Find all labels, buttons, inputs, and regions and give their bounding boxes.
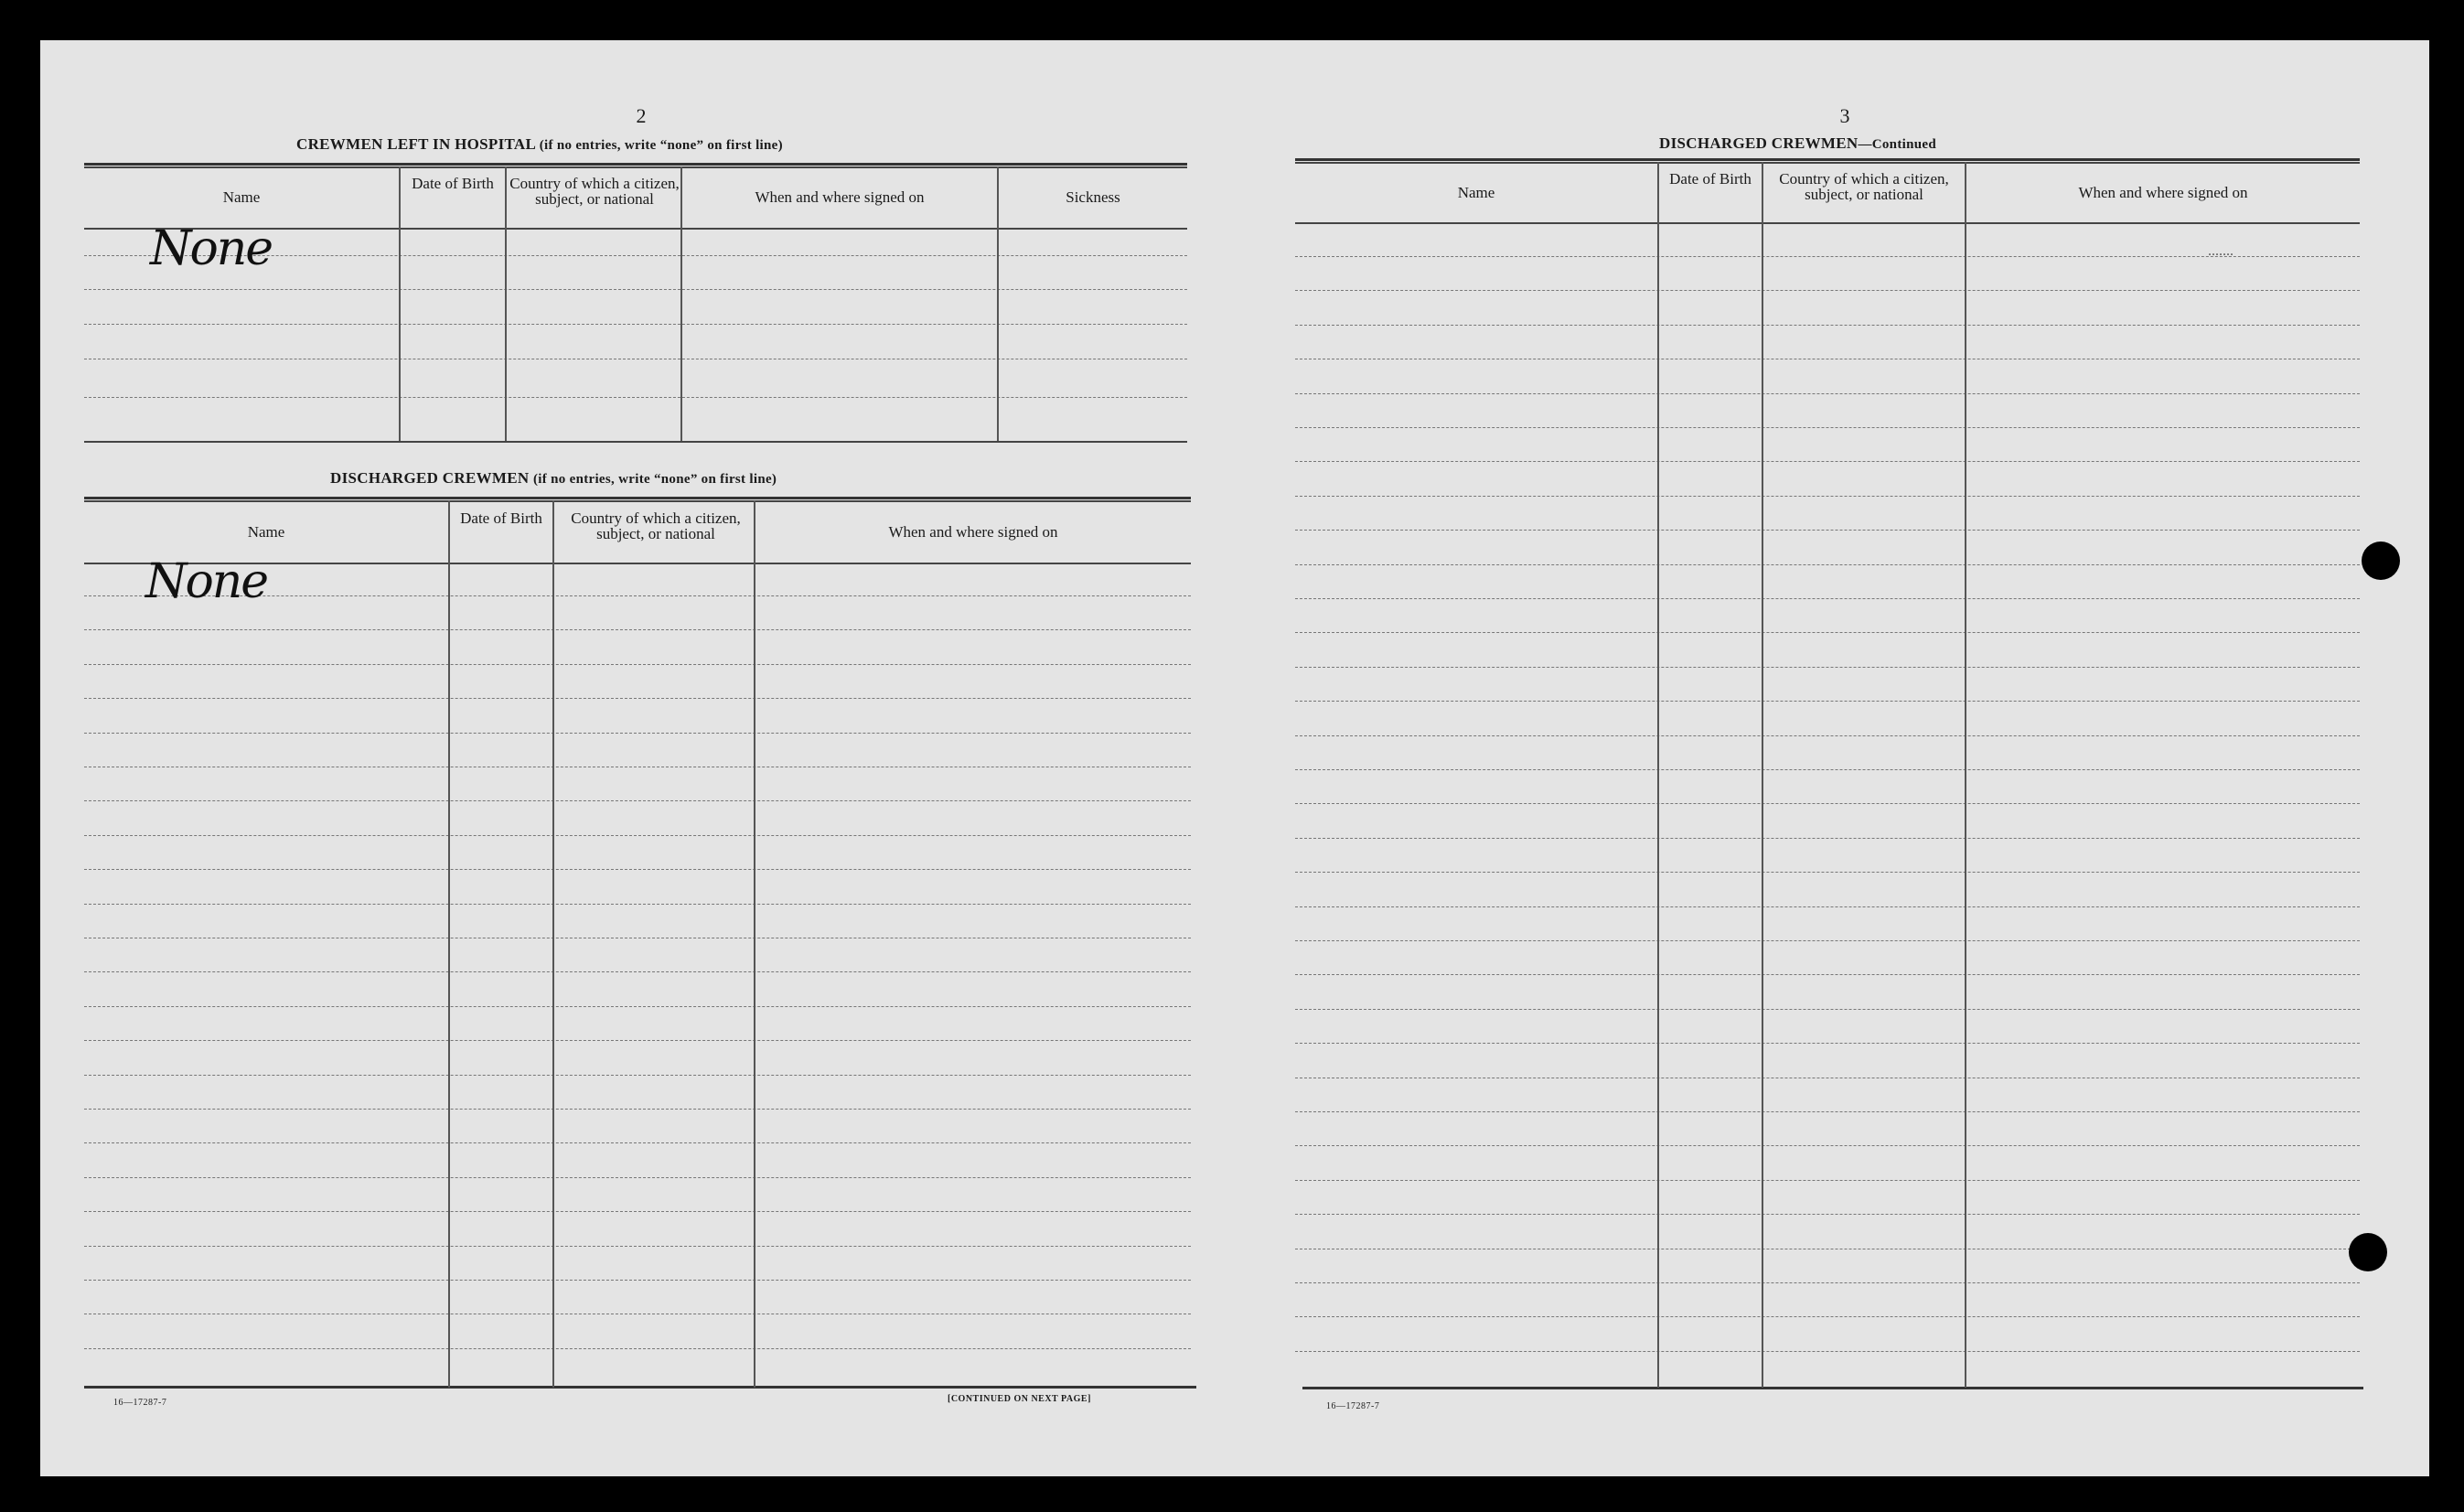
ruled-line <box>1295 1180 2360 1181</box>
ruled-line <box>1295 769 2360 770</box>
ruled-line <box>1295 290 2360 291</box>
ruled-line <box>84 1246 1191 1247</box>
ruled-line <box>1295 838 2360 839</box>
ruled-line <box>84 971 1191 972</box>
ruled-line <box>84 1075 1191 1076</box>
ruled-line <box>1295 667 2360 668</box>
discharged-col-dob: Date of Birth <box>460 509 542 527</box>
ruled-line <box>84 835 1191 836</box>
right-title-text: DISCHARGED CREWMEN <box>1659 134 1859 152</box>
discharged-col-name: Name <box>247 523 285 541</box>
ruled-line <box>84 664 1191 665</box>
hospital-handwritten-entry: None <box>150 221 273 276</box>
ruled-line <box>84 1006 1191 1007</box>
right-title-suffix: —Continued <box>1858 137 1936 152</box>
ruled-line <box>1295 1145 2360 1146</box>
hospital-col-name: Name <box>222 188 261 206</box>
discharged-instruction: (if no entries, write “none” on first line) <box>533 472 777 487</box>
ruled-line <box>1295 1111 2360 1112</box>
ruled-line <box>84 1211 1191 1212</box>
right-col-country: Country of which a citizen, subject, or national <box>1779 170 1949 203</box>
discharged-continued-title <box>1659 134 1936 153</box>
ruled-line <box>84 1348 1191 1349</box>
ruled-line <box>1295 461 2360 462</box>
hospital-instruction: (if no entries, write “none” on first line) <box>539 138 783 153</box>
faint-pencil-mark: ....... <box>2208 243 2234 259</box>
page-number-right: 3 <box>1839 104 1850 127</box>
form-number-right: 16—17287-7 <box>1326 1401 1380 1411</box>
ruled-line <box>84 904 1191 905</box>
right-col-signed: When and where signed on <box>2078 184 2248 201</box>
right-col-dob: Date of Birth <box>1669 170 1752 188</box>
ruled-line <box>1295 393 2360 394</box>
ruled-line <box>1295 803 2360 804</box>
ruled-line <box>84 733 1191 734</box>
ruled-line <box>1295 701 2360 702</box>
discharged-title-text: DISCHARGED CREWMEN <box>330 469 530 487</box>
ruled-line <box>84 698 1191 699</box>
ruled-line <box>1295 564 2360 565</box>
ruled-line <box>84 800 1191 801</box>
ruled-line <box>1295 974 2360 975</box>
ruled-line <box>1295 598 2360 599</box>
ruled-line <box>1295 1043 2360 1044</box>
punch-hole-upper <box>2362 542 2400 580</box>
page-number-left: 2 <box>636 104 647 127</box>
discharged-section-title <box>330 469 777 488</box>
right-col-name: Name <box>1457 184 1495 201</box>
ruled-line <box>84 869 1191 870</box>
ruled-line <box>1295 427 2360 428</box>
ruled-line <box>1295 496 2360 497</box>
ruled-line <box>1295 906 2360 907</box>
ruled-line <box>1295 530 2360 531</box>
discharged-col-country: Country of which a citizen, subject, or national <box>571 509 741 542</box>
ruled-line <box>84 1280 1191 1281</box>
form-number-left: 16—17287-7 <box>113 1398 167 1408</box>
ruled-line <box>1295 325 2360 326</box>
discharged-col-signed: When and where signed on <box>888 523 1058 541</box>
hospital-col-dob: Date of Birth <box>412 175 494 192</box>
ruled-line <box>84 1040 1191 1041</box>
document-sheet <box>40 40 2429 1476</box>
ruled-line <box>1295 1214 2360 1215</box>
ruled-line <box>1295 940 2360 941</box>
hospital-col-signed: When and where signed on <box>755 188 925 206</box>
continued-note: [CONTINUED ON NEXT PAGE] <box>948 1394 1091 1404</box>
ruled-line <box>1295 1351 2360 1352</box>
hospital-col-sickness: Sickness <box>1066 188 1120 206</box>
ruled-line <box>84 629 1191 630</box>
ruled-line <box>1295 735 2360 736</box>
ruled-line <box>1295 872 2360 873</box>
discharged-handwritten-entry: None <box>145 554 268 609</box>
ruled-line <box>1295 256 2360 257</box>
ruled-line <box>84 1142 1191 1143</box>
hospital-col-country: Country of which a citizen, subject, or national <box>509 175 680 208</box>
ruled-line <box>1295 632 2360 633</box>
ruled-line <box>1295 1316 2360 1317</box>
ruled-line <box>84 1109 1191 1110</box>
hospital-section-title <box>296 135 783 154</box>
ruled-line <box>1295 1009 2360 1010</box>
ruled-line <box>84 1177 1191 1178</box>
hospital-title-text: CREWMEN LEFT IN HOSPITAL <box>296 135 536 153</box>
punch-hole-lower <box>2349 1233 2387 1271</box>
ruled-line <box>1295 1282 2360 1283</box>
